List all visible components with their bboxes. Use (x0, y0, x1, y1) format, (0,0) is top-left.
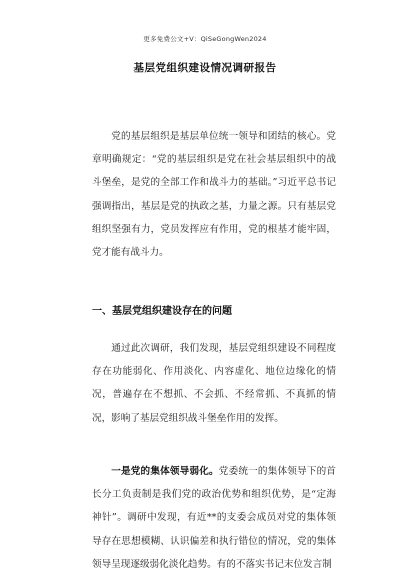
document-title: 基层党组织建设情况调研报告 (133, 62, 277, 74)
section-paragraph: 通过此次调研，我们发现，基层党组织建设不同程度存在功能弱化、作用淡化、内容虚化、地位边缘化的情况，普遍存在不想抓、不会抓、不经常抓、不真抓的情况，影响了基层党组织战斗堡垒作用的发挥。 (92, 343, 336, 424)
section-heading: 一、基层党组织建设存在的问题 (92, 306, 232, 317)
point-lead: 一是党的集体领导弱化。 (111, 466, 219, 477)
intro-paragraph: 党的基层组织是基层单位统一领导和团结的核心。党章明确规定：“党的基层组织是党在社会基层组织中的战斗堡垒，是党的全部工作和战斗力的基础。”习近平总书记强调指出，基层是党的执政之基，力量之源。只有基层党组织坚强有力，党员发挥应有作用，党的根基才能牢固，党才能有战斗力。 (92, 131, 336, 259)
point-paragraph (92, 460, 336, 576)
header-note: 更多免费公文+V：QiSeGongWen2024 (143, 35, 267, 43)
point-body: 党委统一的集体领导下的首长分工负责制是我们党的政治优势和组织优势，是“定海神针”。调研中发现，有近**的支委会成员对党的集体领导存在思想模糊、认识偏差和执行错位的情况，党的集体领导呈现逐级弱化淡化趋势。有的不落实书记末位发言制 (92, 466, 336, 570)
